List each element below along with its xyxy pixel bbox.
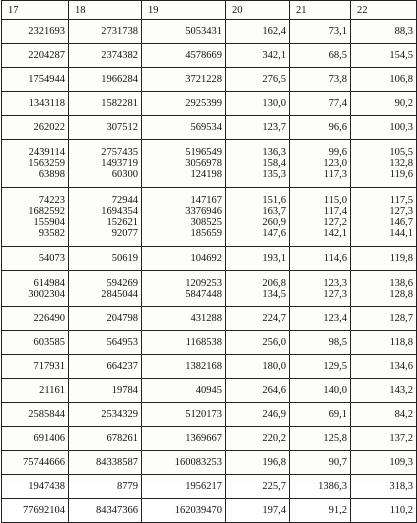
table-cell: 2585844 [2, 403, 69, 427]
table-cell: 19784 [69, 379, 142, 403]
table-cell: 197,4 [226, 499, 290, 523]
table-cell: 91,2 [290, 499, 351, 523]
table-cell: 50619 [69, 247, 142, 271]
table-row [2, 44, 417, 68]
table-cell: 220,2 [226, 427, 290, 451]
table-cell: 99,6 123,0 117,3 [290, 140, 351, 188]
table-cell: 160083253 [142, 451, 226, 475]
table-cell: 2204287 [2, 44, 69, 68]
table-cell: 1947438 [2, 475, 69, 499]
table-cell: 564953 [69, 331, 142, 355]
table-row [2, 379, 417, 403]
table-cell: 193,1 [226, 247, 290, 271]
table-cell: 1966284 [69, 68, 142, 92]
table-cell: 90,2 [351, 92, 417, 116]
table-cell: 69,1 [290, 403, 351, 427]
table-cell: 73,1 [290, 20, 351, 44]
table-cell: 180,0 [226, 355, 290, 379]
table-cell: 162039470 [142, 499, 226, 523]
table-cell: 151,6 163,7 260,9 147,6 [226, 188, 290, 247]
table-cell: 106,8 [351, 68, 417, 92]
table-cell: 678261 [69, 427, 142, 451]
table-cell: 129,5 [290, 355, 351, 379]
table-cell: 1386,3 [290, 475, 351, 499]
table-cell: 318,3 [351, 475, 417, 499]
table-cell: 73,8 [290, 68, 351, 92]
table-cell: 123,3 127,3 [290, 271, 351, 307]
table-row [2, 403, 417, 427]
table-cell: 2374382 [69, 44, 142, 68]
table-cell: 1582281 [69, 92, 142, 116]
table-cell: 123,4 [290, 307, 351, 331]
table-cell: 147167 3376946 308525 185659 [142, 188, 226, 247]
table-cell: 2321693 [2, 20, 69, 44]
table-cell: 262022 [2, 116, 69, 140]
table-cell: 96,6 [290, 116, 351, 140]
table-row [2, 68, 417, 92]
table-cell: 1209253 5847448 [142, 271, 226, 307]
table-row [2, 307, 417, 331]
table-cell: 77692104 [2, 499, 69, 523]
column-header: 19 [142, 1, 226, 20]
table-cell: 224,7 [226, 307, 290, 331]
table-cell: 2534329 [69, 403, 142, 427]
table-cell: 1369667 [142, 427, 226, 451]
table-cell: 100,3 [351, 116, 417, 140]
table-cell: 54073 [2, 247, 69, 271]
table-row [2, 188, 417, 247]
table-cell: 125,8 [290, 427, 351, 451]
table-cell: 117,5 127,3 146,7 144,1 [351, 188, 417, 247]
table-cell: 128,7 [351, 307, 417, 331]
table-cell: 84,2 [351, 403, 417, 427]
table-cell: 1168538 [142, 331, 226, 355]
statistics-table [1, 0, 417, 523]
table-cell: 226490 [2, 307, 69, 331]
table-cell: 264,6 [226, 379, 290, 403]
table-cell: 98,5 [290, 331, 351, 355]
table-cell: 569534 [142, 116, 226, 140]
table-cell: 664237 [69, 355, 142, 379]
table-row [2, 271, 417, 307]
table-cell: 307512 [69, 116, 142, 140]
table-cell: 4578669 [142, 44, 226, 68]
table-cell: 717931 [2, 355, 69, 379]
table-cell: 431288 [142, 307, 226, 331]
table-cell: 138,6 128,8 [351, 271, 417, 307]
table-cell: 594269 2845044 [69, 271, 142, 307]
table-cell: 115,0 117,4 127,2 142,1 [290, 188, 351, 247]
table-cell: 196,8 [226, 451, 290, 475]
table-cell: 105,5 132,8 119,6 [351, 140, 417, 188]
table-cell: 2757435 1493719 60300 [69, 140, 142, 188]
table-cell: 256,0 [226, 331, 290, 355]
table-row [2, 247, 417, 271]
table-cell: 1956217 [142, 475, 226, 499]
table-row [2, 140, 417, 188]
table-cell: 5053431 [142, 20, 226, 44]
column-header: 18 [69, 1, 142, 20]
table-cell: 276,5 [226, 68, 290, 92]
table-cell: 109,3 [351, 451, 417, 475]
table-cell: 2925399 [142, 92, 226, 116]
table-cell: 119,8 [351, 247, 417, 271]
table-cell: 68,5 [290, 44, 351, 68]
table-row [2, 475, 417, 499]
table-cell: 90,7 [290, 451, 351, 475]
table-cell: 77,4 [290, 92, 351, 116]
table-cell: 614984 3002304 [2, 271, 69, 307]
table-row [2, 355, 417, 379]
table-cell: 342,1 [226, 44, 290, 68]
table-cell: 154,5 [351, 44, 417, 68]
table-cell: 225,7 [226, 475, 290, 499]
table-body [2, 20, 417, 523]
table-cell: 2731738 [69, 20, 142, 44]
table-cell: 5120173 [142, 403, 226, 427]
column-header: 22 [351, 1, 417, 20]
table-cell: 134,6 [351, 355, 417, 379]
column-header: 17 [2, 1, 69, 20]
table-cell: 1382168 [142, 355, 226, 379]
table-cell: 691406 [2, 427, 69, 451]
table-cell: 204798 [69, 307, 142, 331]
table-cell: 137,2 [351, 427, 417, 451]
table-cell: 136,3 158,4 135,3 [226, 140, 290, 188]
table-cell: 246,9 [226, 403, 290, 427]
table-cell: 5196549 3056978 124198 [142, 140, 226, 188]
table-row [2, 331, 417, 355]
table-cell: 72944 1694354 152621 92077 [69, 188, 142, 247]
table-cell: 114,6 [290, 247, 351, 271]
table-cell: 21161 [2, 379, 69, 403]
table-row [2, 92, 417, 116]
table-cell: 75744666 [2, 451, 69, 475]
table-cell: 84338587 [69, 451, 142, 475]
table-row [2, 499, 417, 523]
table-cell: 8779 [69, 475, 142, 499]
table-row [2, 116, 417, 140]
table-cell: 143,2 [351, 379, 417, 403]
table-cell: 130,0 [226, 92, 290, 116]
table-cell: 206,8 134,5 [226, 271, 290, 307]
table-row [2, 20, 417, 44]
table-cell: 603585 [2, 331, 69, 355]
table-cell: 104692 [142, 247, 226, 271]
table-cell: 88,3 [351, 20, 417, 44]
table-cell: 1343118 [2, 92, 69, 116]
table-cell: 162,4 [226, 20, 290, 44]
table-cell: 1754944 [2, 68, 69, 92]
table-cell: 3721228 [142, 68, 226, 92]
header-row [2, 1, 417, 20]
table-row [2, 451, 417, 475]
table-row [2, 427, 417, 451]
table-cell: 123,7 [226, 116, 290, 140]
table-cell: 118,8 [351, 331, 417, 355]
table-cell: 84347366 [69, 499, 142, 523]
table-cell: 40945 [142, 379, 226, 403]
table-cell: 74223 1682592 155904 93582 [2, 188, 69, 247]
table-cell: 140,0 [290, 379, 351, 403]
table-cell: 110,2 [351, 499, 417, 523]
column-header: 20 [226, 1, 290, 20]
table-cell: 2439114 1563259 63898 [2, 140, 69, 188]
column-header: 21 [290, 1, 351, 20]
